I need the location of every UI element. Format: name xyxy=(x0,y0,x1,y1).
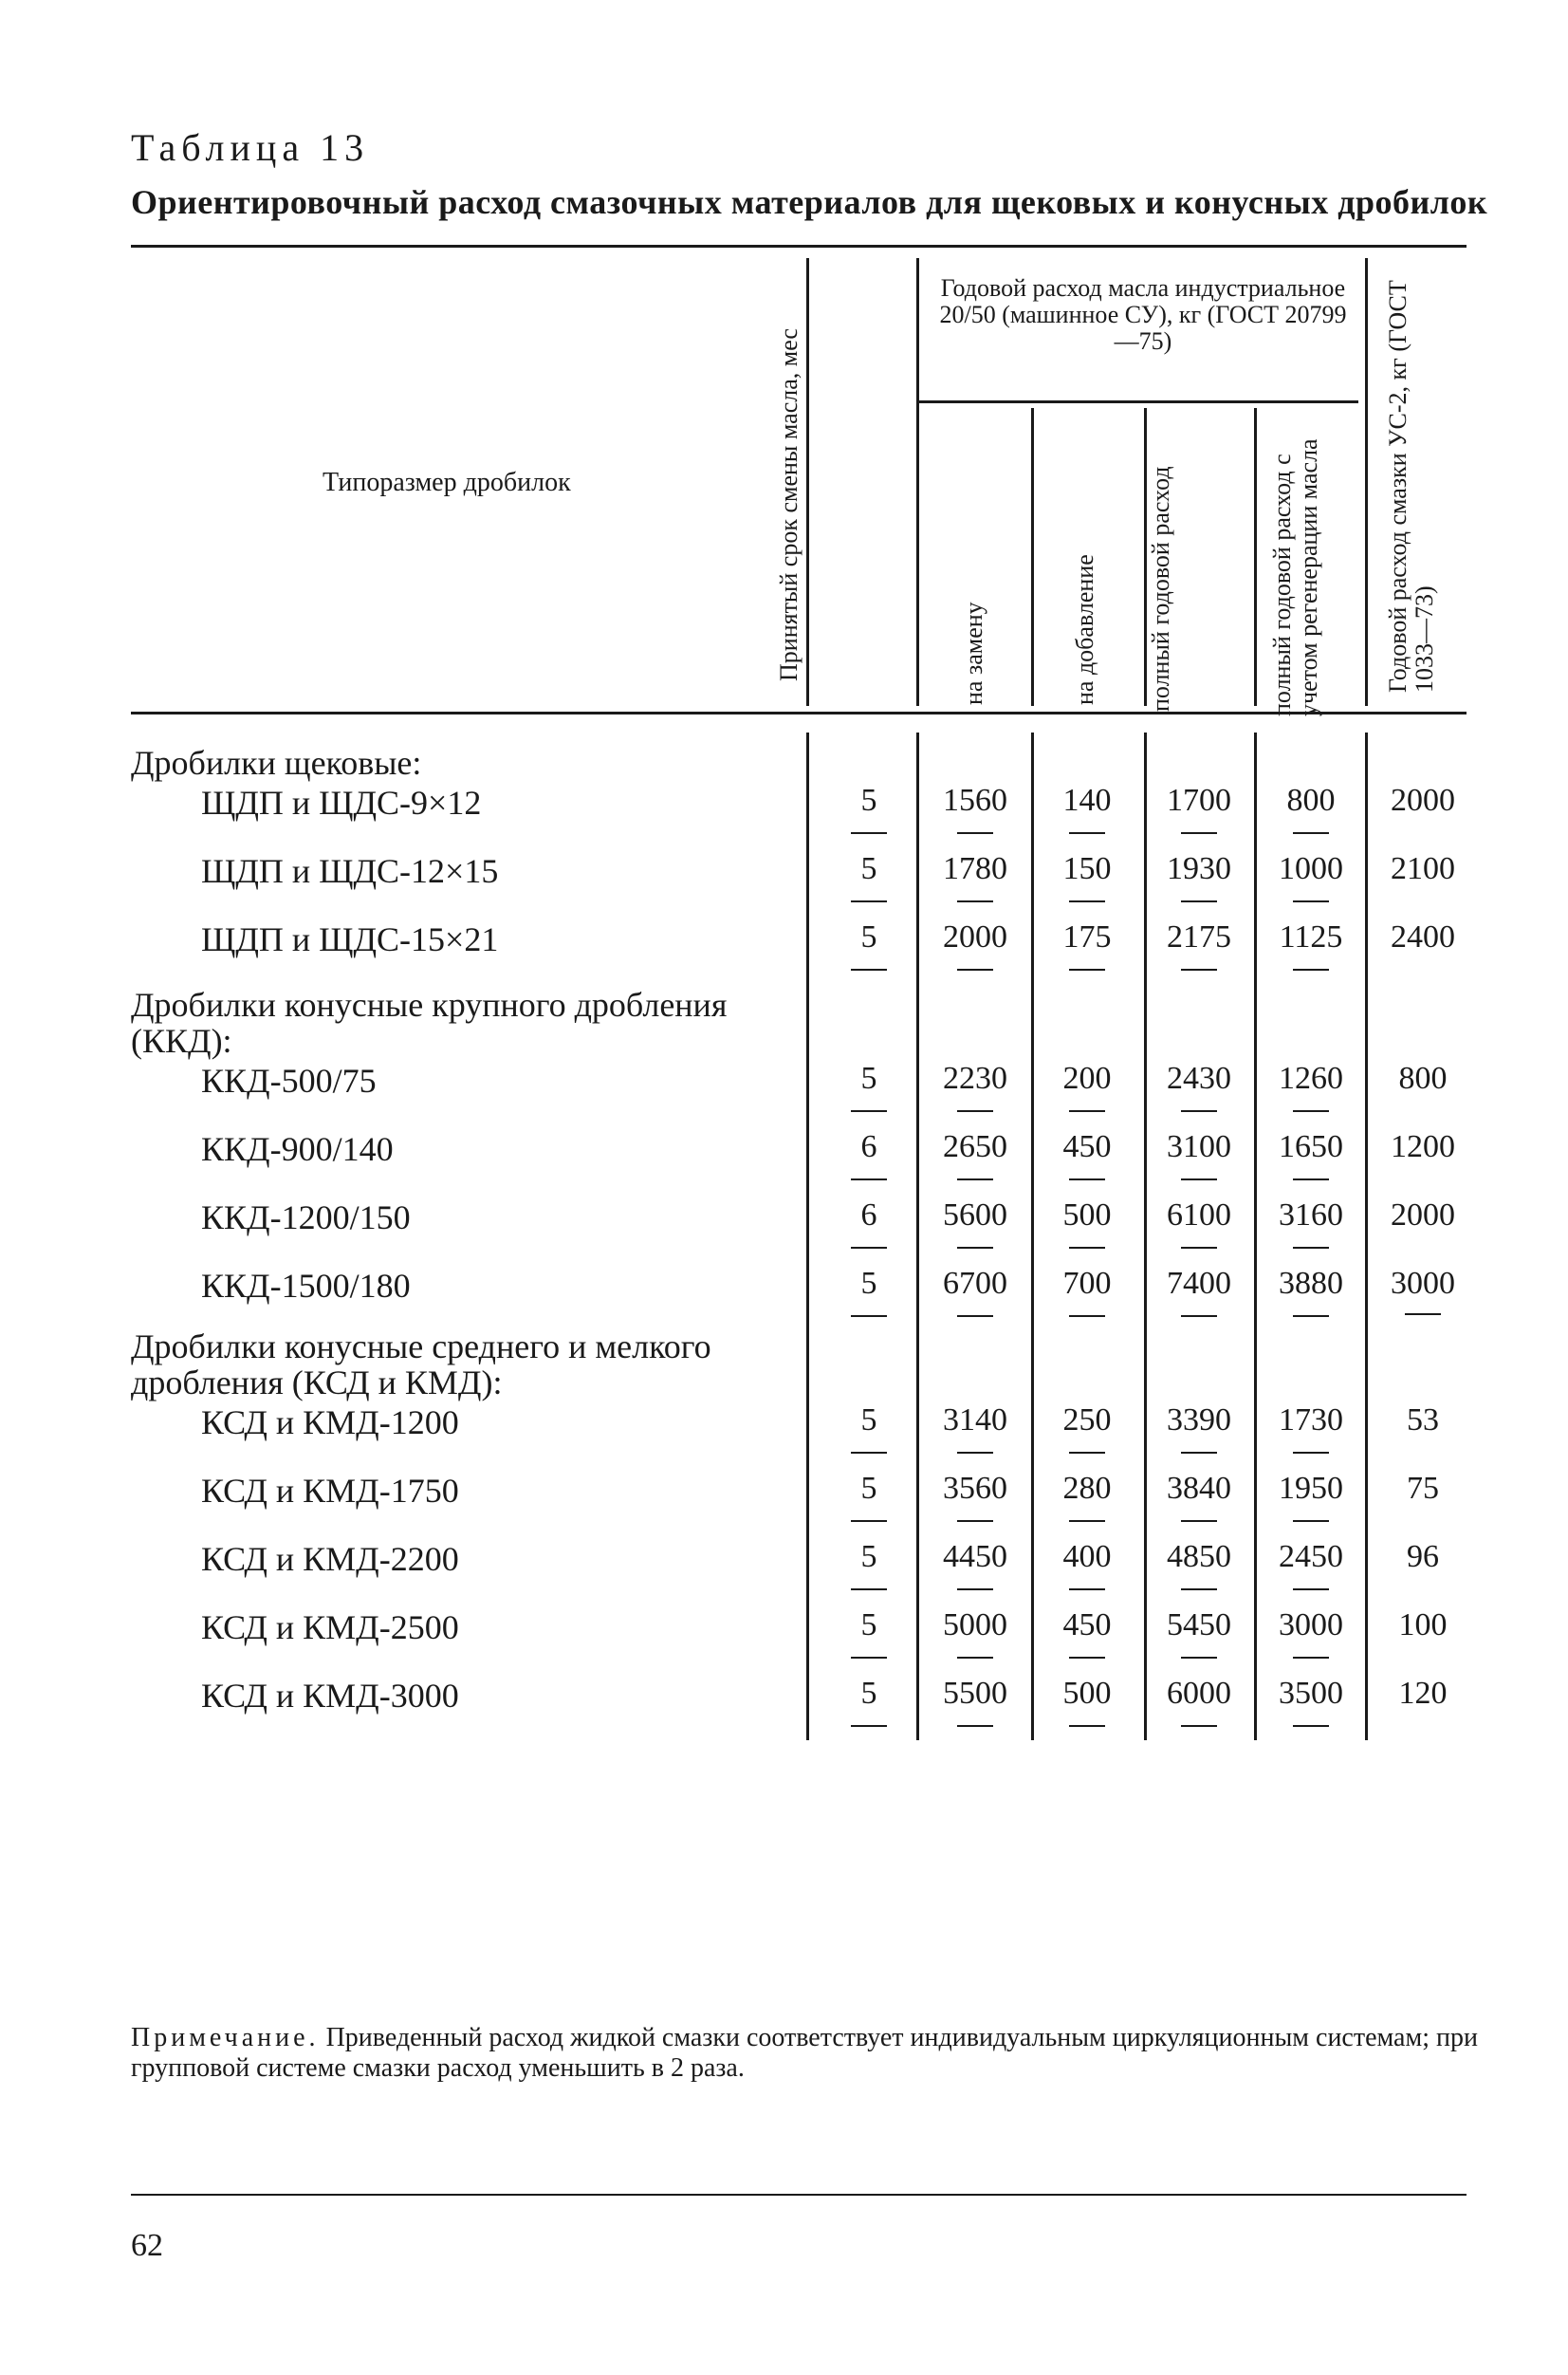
cell-period: 5 xyxy=(860,1402,877,1438)
cell-period: 5 xyxy=(860,919,877,955)
cell-add: 700 xyxy=(1062,1266,1112,1301)
row-dash xyxy=(1293,1247,1329,1249)
row-dash xyxy=(851,1110,887,1112)
cell-regen: 1125 xyxy=(1279,919,1343,955)
row-dash xyxy=(851,1725,887,1727)
cell-replace: 5600 xyxy=(943,1197,1007,1233)
row-dash xyxy=(851,969,887,971)
header-divider xyxy=(916,258,919,706)
cell-full: 5450 xyxy=(1167,1607,1231,1642)
cell-full: 3100 xyxy=(1167,1129,1231,1164)
row-dash xyxy=(1293,900,1329,902)
header-oil-group: Годовой расход масла индустриальное 20/50 (машинное СУ), кг (ГОСТ 20799—75) xyxy=(939,274,1347,355)
row-dash xyxy=(1293,1588,1329,1590)
cell-add: 500 xyxy=(1062,1676,1112,1711)
cell-period: 5 xyxy=(860,783,877,818)
body-divider xyxy=(1365,733,1368,1740)
row-dash xyxy=(851,1452,887,1454)
row-dash xyxy=(851,1178,887,1180)
row-label: ЩДП и ЩДС-9×12 xyxy=(201,784,482,822)
cell-period: 5 xyxy=(860,1471,877,1506)
cell-replace: 5000 xyxy=(943,1607,1007,1642)
header-size-column: Типоразмер дробилок xyxy=(323,468,571,497)
header-divider xyxy=(1254,408,1257,706)
cell-full: 6100 xyxy=(1167,1197,1231,1233)
oil-group-rule xyxy=(916,400,1358,403)
row-dash xyxy=(1293,1178,1329,1180)
cell-add: 175 xyxy=(1062,919,1112,955)
row-dash xyxy=(1181,1315,1217,1317)
cell-regen: 2450 xyxy=(1279,1539,1343,1574)
row-label: ККД-500/75 xyxy=(201,1062,377,1100)
row-dash xyxy=(1069,900,1105,902)
table-note xyxy=(131,2023,1478,2084)
row-dash xyxy=(957,832,993,834)
row-dash xyxy=(1069,1315,1105,1317)
cell-regen: 1950 xyxy=(1279,1471,1343,1506)
cell-replace: 3140 xyxy=(943,1402,1007,1438)
cell-replace: 2650 xyxy=(943,1129,1007,1164)
cell-full: 3840 xyxy=(1167,1471,1231,1506)
row-dash xyxy=(1405,1313,1441,1315)
row-dash xyxy=(1181,1657,1217,1659)
header-full: полный годовой расход xyxy=(1147,466,1174,712)
row-label: ККД-1200/150 xyxy=(201,1198,411,1236)
row-label: КСД и КМД-2500 xyxy=(201,1608,459,1646)
group-title: Дробилки конусные крупного дробления (ККД): xyxy=(131,986,728,1060)
row-dash xyxy=(1069,1725,1105,1727)
cell-add: 450 xyxy=(1062,1129,1112,1164)
row-dash xyxy=(1293,832,1329,834)
row-dash xyxy=(957,1657,993,1659)
row-dash xyxy=(851,1520,887,1522)
cell-period: 5 xyxy=(860,1676,877,1711)
header-divider xyxy=(1365,258,1368,706)
header-change-period: Принятый срок смены масла, мес xyxy=(775,328,802,681)
cell-regen: 1650 xyxy=(1279,1129,1343,1164)
header-grease: Годовой расход смазки УС-2, кг (ГОСТ 1033—73) xyxy=(1384,280,1438,693)
cell-period: 5 xyxy=(860,1061,877,1096)
cell-regen: 1730 xyxy=(1279,1402,1343,1438)
page-number: 62 xyxy=(131,2228,163,2263)
row-dash xyxy=(1069,832,1105,834)
cell-grease: 2000 xyxy=(1391,1197,1455,1233)
cell-period: 6 xyxy=(860,1129,877,1164)
row-dash xyxy=(851,832,887,834)
row-dash xyxy=(1181,1452,1217,1454)
cell-period: 6 xyxy=(860,1197,877,1233)
header-add: на добавление xyxy=(1071,554,1098,705)
row-dash xyxy=(1181,1588,1217,1590)
cell-regen: 1260 xyxy=(1279,1061,1343,1096)
cell-grease: 3000 xyxy=(1391,1266,1455,1301)
cell-replace: 2000 xyxy=(943,919,1007,955)
cell-regen: 800 xyxy=(1286,783,1336,818)
header-replace: на замену xyxy=(960,602,987,705)
row-dash xyxy=(957,1178,993,1180)
row-label: КСД и КМД-1200 xyxy=(201,1403,459,1441)
cell-full: 4850 xyxy=(1167,1539,1231,1574)
row-dash xyxy=(1293,1315,1329,1317)
cell-add: 280 xyxy=(1062,1471,1112,1506)
row-dash xyxy=(851,1657,887,1659)
row-dash xyxy=(957,1110,993,1112)
cell-full: 3390 xyxy=(1167,1402,1231,1438)
cell-add: 400 xyxy=(1062,1539,1112,1574)
row-dash xyxy=(1293,1725,1329,1727)
body-divider xyxy=(1031,733,1034,1740)
cell-grease: 75 xyxy=(1407,1471,1439,1506)
table-top-rule xyxy=(131,245,1467,248)
row-dash xyxy=(1293,1110,1329,1112)
row-dash xyxy=(1181,1178,1217,1180)
row-dash xyxy=(1181,969,1217,971)
row-dash xyxy=(1293,969,1329,971)
row-label: ККД-1500/180 xyxy=(201,1267,411,1305)
row-dash xyxy=(1069,1588,1105,1590)
cell-add: 140 xyxy=(1062,783,1112,818)
row-dash xyxy=(957,1315,993,1317)
row-dash xyxy=(1069,1452,1105,1454)
row-dash xyxy=(957,969,993,971)
cell-regen: 3000 xyxy=(1279,1607,1343,1642)
cell-replace: 4450 xyxy=(943,1539,1007,1574)
cell-full: 2175 xyxy=(1167,919,1231,955)
row-dash xyxy=(1293,1452,1329,1454)
cell-grease: 2000 xyxy=(1391,783,1455,818)
row-dash xyxy=(1293,1657,1329,1659)
body-divider xyxy=(1254,733,1257,1740)
cell-period: 5 xyxy=(860,1539,877,1574)
group-title: Дробилки конусные среднего и мелкого дробления (КСД и КМД): xyxy=(131,1327,711,1401)
cell-add: 200 xyxy=(1062,1061,1112,1096)
cell-regen: 3880 xyxy=(1279,1266,1343,1301)
cell-add: 500 xyxy=(1062,1197,1112,1233)
cell-grease: 120 xyxy=(1398,1676,1448,1711)
row-dash xyxy=(1069,1178,1105,1180)
row-dash xyxy=(957,1588,993,1590)
cell-period: 5 xyxy=(860,1607,877,1642)
row-dash xyxy=(1181,832,1217,834)
cell-full: 7400 xyxy=(1167,1266,1231,1301)
footer-rule xyxy=(131,2194,1467,2196)
cell-replace: 5500 xyxy=(943,1676,1007,1711)
row-dash xyxy=(1181,1247,1217,1249)
cell-regen: 1000 xyxy=(1279,851,1343,886)
cell-period: 5 xyxy=(860,1266,877,1301)
row-label: ККД-900/140 xyxy=(201,1130,394,1168)
row-dash xyxy=(1181,1725,1217,1727)
cell-grease: 2100 xyxy=(1391,851,1455,886)
row-dash xyxy=(1069,1657,1105,1659)
row-dash xyxy=(957,1725,993,1727)
row-label: КСД и КМД-3000 xyxy=(201,1677,459,1715)
note-text: Приведенный расход жидкой смазки соответствует индивидуальным циркуляционным системам; при групповой системе смазки расход уменьшить в 2 раза. xyxy=(131,2023,1478,2083)
cell-grease: 96 xyxy=(1407,1539,1439,1574)
row-dash xyxy=(1293,1520,1329,1522)
header-bottom-rule xyxy=(131,712,1467,714)
cell-full: 1930 xyxy=(1167,851,1231,886)
row-dash xyxy=(957,1452,993,1454)
row-dash xyxy=(1181,1110,1217,1112)
cell-regen: 3160 xyxy=(1279,1197,1343,1233)
row-label: КСД и КМД-1750 xyxy=(201,1472,459,1510)
row-label: ЩДП и ЩДС-15×21 xyxy=(201,920,499,958)
cell-grease: 800 xyxy=(1398,1061,1448,1096)
row-dash xyxy=(1181,1520,1217,1522)
row-label: КСД и КМД-2200 xyxy=(201,1540,459,1578)
row-dash xyxy=(1069,1247,1105,1249)
cell-replace: 1780 xyxy=(943,851,1007,886)
cell-full: 2430 xyxy=(1167,1061,1231,1096)
cell-regen: 3500 xyxy=(1279,1676,1343,1711)
row-dash xyxy=(1069,1110,1105,1112)
cell-period: 5 xyxy=(860,851,877,886)
cell-add: 150 xyxy=(1062,851,1112,886)
header-full-regen: полный годовой расход с учетом регенерации масла xyxy=(1268,438,1322,716)
cell-replace: 6700 xyxy=(943,1266,1007,1301)
row-dash xyxy=(957,900,993,902)
table-title: Ориентировочный расход смазочных материалов для щековых и конусных дробилок xyxy=(131,183,1488,221)
cell-full: 6000 xyxy=(1167,1676,1231,1711)
row-dash xyxy=(851,1588,887,1590)
row-dash xyxy=(851,1247,887,1249)
cell-grease: 1200 xyxy=(1391,1129,1455,1164)
cell-grease: 100 xyxy=(1398,1607,1448,1642)
body-divider xyxy=(806,733,809,1740)
group-title: Дробилки щековые: xyxy=(131,744,422,782)
header-divider xyxy=(1031,408,1034,706)
cell-replace: 2230 xyxy=(943,1061,1007,1096)
row-dash xyxy=(1069,969,1105,971)
row-dash xyxy=(1069,1520,1105,1522)
cell-add: 250 xyxy=(1062,1402,1112,1438)
cell-grease: 2400 xyxy=(1391,919,1455,955)
row-dash xyxy=(957,1247,993,1249)
cell-full: 1700 xyxy=(1167,783,1231,818)
table-caption-label: Таблица 13 xyxy=(131,126,370,169)
row-dash xyxy=(957,1520,993,1522)
cell-grease: 53 xyxy=(1407,1402,1439,1438)
row-dash xyxy=(851,1315,887,1317)
note-label: Примечание. xyxy=(131,2023,320,2052)
row-dash xyxy=(1181,900,1217,902)
row-label: ЩДП и ЩДС-12×15 xyxy=(201,852,499,890)
cell-replace: 1560 xyxy=(943,783,1007,818)
cell-replace: 3560 xyxy=(943,1471,1007,1506)
row-dash xyxy=(851,900,887,902)
cell-add: 450 xyxy=(1062,1607,1112,1642)
